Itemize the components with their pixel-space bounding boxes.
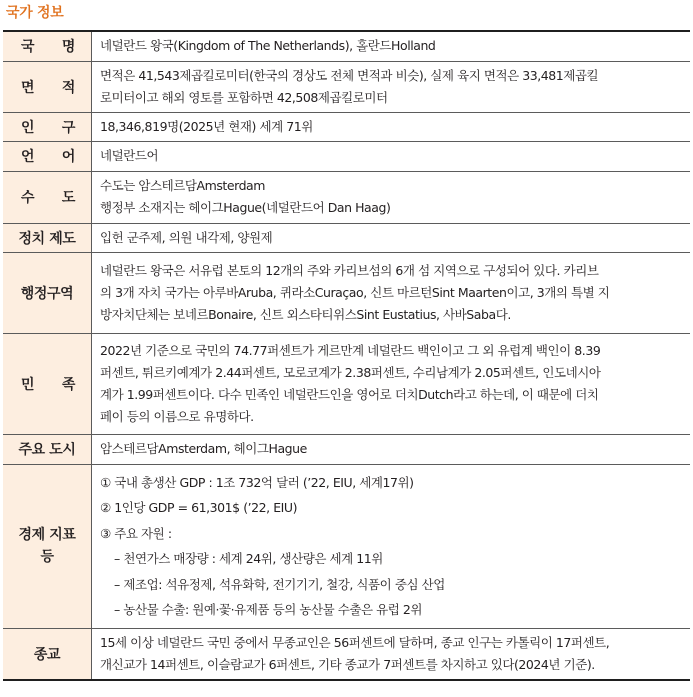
table-row-country-name bbox=[3, 31, 690, 61]
table-row-religion bbox=[3, 628, 690, 680]
row-value bbox=[92, 464, 691, 628]
table-row-political-system bbox=[3, 223, 690, 252]
row-value bbox=[92, 141, 691, 171]
row-value bbox=[92, 112, 691, 141]
row-text-line: 면적은 41,543제곱킬로미터(한국의 경상도 전체 면적과 비슷), 실제 육지 면적은 33,481제곱킬 bbox=[100, 67, 599, 83]
row-label: 국 명 bbox=[3, 31, 92, 61]
row-text: 네덜란드어 bbox=[100, 148, 159, 163]
sub-list-item: – 제조업: 석유정제, 석유화학, 전기기기, 철강, 식품이 중심 산업 bbox=[114, 576, 445, 592]
row-value bbox=[92, 252, 691, 333]
row-label: 경제 지표 등 bbox=[3, 464, 92, 628]
row-label: 주요 도시 bbox=[3, 434, 92, 464]
sub-list-item: – 천연가스 매장량 : 세계 24위, 생산량은 세계 11위 bbox=[114, 551, 383, 566]
table-row-administrative-divisions bbox=[3, 252, 690, 333]
row-value bbox=[92, 61, 691, 112]
row-text-line: 2022년 기준으로 국민의 74.77퍼센트가 게르만계 네덜란드 백인이고 그 외 유럽계 백인이 8.39 bbox=[100, 342, 601, 358]
table-row-ethnicity bbox=[3, 333, 690, 434]
row-label: 인 구 bbox=[3, 112, 92, 141]
row-value bbox=[92, 171, 691, 223]
row-text: 입헌 군주제, 의원 내각제, 양원제 bbox=[100, 229, 273, 245]
row-text-line: 의 3개 자치 국가는 아루바Aruba, 퀴라소Curaçao, 신트 마르턴Sint Maarten이고, 3개의 특별 지 bbox=[100, 284, 610, 300]
list-item: ① 국내 총생산 GDP : 1조 732억 달러 (’22, EIU, 세계17위) bbox=[100, 474, 414, 490]
row-text: 네덜란드 왕국(Kingdom of The Netherlands), 홀란드Holland bbox=[100, 38, 436, 54]
row-text: 18,346,819명(2025년 현재) 세계 71위 bbox=[100, 118, 313, 134]
row-value bbox=[92, 628, 691, 680]
list-item: ③ 주요 자원 : bbox=[100, 525, 172, 541]
row-text-line: 개신교가 14퍼센트, 이슬람교가 6퍼센트, 기타 종교가 7퍼센트를 차지하고 있다(2024년 기준). bbox=[100, 656, 595, 672]
row-text-line: 방자치단체는 보네르Bonaire, 신트 외스타티위스Sint Eustatius, 사바Saba다. bbox=[100, 306, 511, 322]
sub-list-item: – 농산물 수출: 원예·꽃·유제품 등의 농산물 수출은 유럽 2위 bbox=[114, 602, 423, 617]
row-value bbox=[92, 31, 691, 61]
table-row-area bbox=[3, 61, 690, 112]
row-text-line: 계가 1.99퍼센트이다. 다수 민족인 네덜란드인을 영어로 더치Dutch라고 하는데, 이 때문에 더치 bbox=[100, 386, 599, 402]
row-label: 언 어 bbox=[3, 141, 92, 171]
row-value bbox=[92, 434, 691, 464]
table-row-language bbox=[3, 141, 690, 171]
row-label: 민 족 bbox=[3, 333, 92, 434]
row-value bbox=[92, 333, 691, 434]
table-row-major-cities bbox=[3, 434, 690, 464]
row-value bbox=[92, 223, 691, 252]
table-row-capital bbox=[3, 171, 690, 223]
table-row-economic-indicators bbox=[3, 464, 690, 628]
table-row-population bbox=[3, 112, 690, 141]
row-label: 종교 bbox=[3, 628, 92, 680]
row-text-line: 로미터이고 해외 영토를 포함하면 42,508제곱킬로미터 bbox=[100, 89, 388, 105]
row-text-line: 수도는 암스테르담Amsterdam bbox=[100, 178, 265, 193]
row-label: 정치 제도 bbox=[3, 223, 92, 252]
row-label: 수 도 bbox=[3, 171, 92, 223]
row-text-line: 행정부 소재지는 헤이그Hague(네덜란드어 Dan Haag) bbox=[100, 200, 391, 215]
row-text-line: 페이 등의 이름으로 유명하다. bbox=[100, 408, 254, 424]
row-text-line: 퍼센트, 튀르키예계가 2.44퍼센트, 모로코계가 2.38퍼센트, 수리남계가 2.05퍼센트, 인도네시아 bbox=[100, 364, 601, 380]
country-info-table bbox=[3, 30, 690, 681]
row-text-line: 네덜란드 왕국은 서유럽 본토의 12개의 주와 카리브섬의 6개 섬 지역으로 구성되어 있다. 카리브 bbox=[100, 262, 599, 278]
row-label: 행정구역 bbox=[3, 252, 92, 333]
list-item: ② 1인당 GDP = 61,301$ (’22, EIU) bbox=[100, 500, 298, 515]
row-text: 암스테르담Amsterdam, 헤이그Hague bbox=[100, 441, 307, 456]
row-label: 면 적 bbox=[3, 61, 92, 112]
row-text-line: 15세 이상 네덜란드 국민 중에서 무종교인은 56퍼센트에 달하며, 종교 인구는 카톨릭이 17퍼센트, bbox=[100, 634, 610, 650]
section-title: 국가 정보 bbox=[6, 5, 64, 21]
